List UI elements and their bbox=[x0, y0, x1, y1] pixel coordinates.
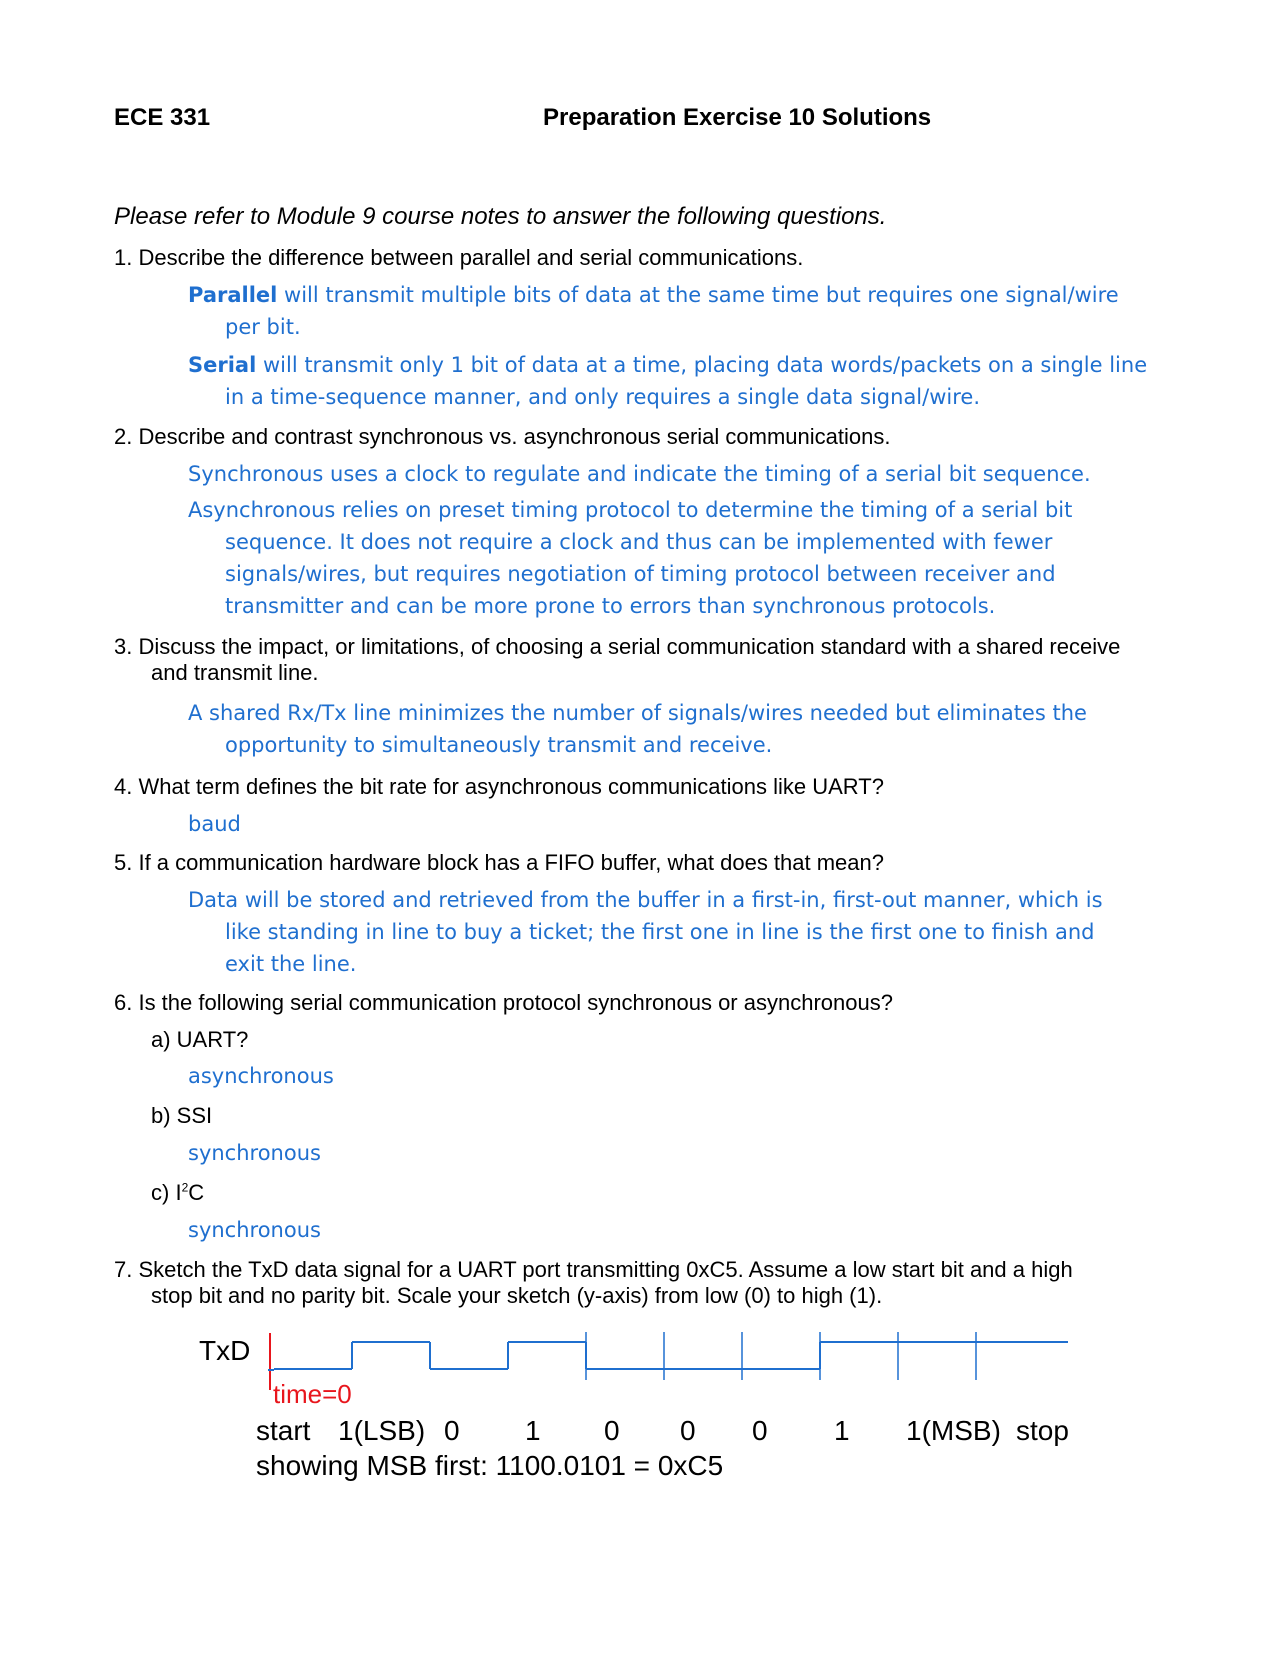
answer-2-asynchronous bbox=[188, 494, 1072, 622]
bit-label: 0 bbox=[752, 1415, 768, 1446]
time-zero-label: time=0 bbox=[273, 1379, 352, 1409]
answer-text: exit the line. bbox=[225, 952, 357, 976]
bit-label: 1(LSB) bbox=[338, 1415, 426, 1446]
question-text: c) I bbox=[151, 1180, 182, 1205]
diagram-caption: showing MSB first: 1100.0101 = 0xC5 bbox=[256, 1450, 724, 1481]
answer-text: transmitter and can be more prone to errors than synchronous protocols. bbox=[225, 594, 996, 618]
answer-text: will transmit multiple bits of data at the same time but requires one signal/wire bbox=[277, 283, 1119, 307]
bit-label: start bbox=[256, 1415, 311, 1446]
answer-6c: synchronous bbox=[188, 1218, 321, 1242]
question-6b: b) SSI bbox=[151, 1103, 213, 1128]
answer-text: Data will be stored and retrieved from the buffer in a first-in, first-out manner, which is bbox=[188, 888, 1103, 912]
answer-text: like standing in line to buy a ticket; the first one in line is the first one to finish and bbox=[225, 920, 1095, 944]
question-7 bbox=[114, 1257, 1073, 1309]
question-1: 1. Describe the difference between parallel and serial communications. bbox=[114, 245, 804, 270]
bit-label: 1 bbox=[525, 1415, 541, 1446]
answer-6b: synchronous bbox=[188, 1141, 321, 1165]
question-2: 2. Describe and contrast synchronous vs. asynchronous serial communications. bbox=[114, 424, 891, 449]
term-serial: Serial bbox=[188, 353, 257, 377]
answer-1-serial bbox=[188, 349, 1147, 413]
question-3 bbox=[114, 634, 1120, 686]
intro-text: Please refer to Module 9 course notes to answer the following questions. bbox=[114, 203, 887, 230]
answer-text: in a time-sequence manner, and only requires a single data signal/wire. bbox=[225, 385, 980, 409]
answer-2-synchronous: Synchronous uses a clock to regulate and indicate the timing of a serial bit sequence. bbox=[188, 462, 1091, 486]
question-text: 3. Discuss the impact, or limitations, of choosing a serial communication standard with a shared receive bbox=[114, 634, 1121, 659]
question-text: 7. Sketch the TxD data signal for a UART port transmitting 0xC5. Assume a low start bit and a high bbox=[114, 1257, 1073, 1282]
question-text: C bbox=[188, 1180, 205, 1205]
page-title: Preparation Exercise 10 Solutions bbox=[543, 104, 932, 131]
answer-6a: asynchronous bbox=[188, 1064, 334, 1088]
question-text: stop bit and no parity bit. Scale your sketch (y-axis) from low (0) to high (1). bbox=[151, 1283, 883, 1308]
answer-text: signals/wires, but requires negotiation of timing protocol between receiver and bbox=[225, 562, 1056, 586]
question-6c bbox=[151, 1180, 204, 1206]
question-6a: a) UART? bbox=[151, 1027, 249, 1052]
answer-text: opportunity to simultaneously transmit and receive. bbox=[225, 733, 773, 757]
answer-text: per bit. bbox=[225, 315, 301, 339]
answer-text: Asynchronous relies on preset timing protocol to determine the timing of a serial bit bbox=[188, 498, 1073, 522]
answer-3 bbox=[188, 697, 1087, 761]
question-6: 6. Is the following serial communication protocol synchronous or asynchronous? bbox=[114, 990, 893, 1015]
bit-label: 0 bbox=[444, 1415, 460, 1446]
bit-label: 0 bbox=[680, 1415, 696, 1446]
bit-label: 1 bbox=[834, 1415, 850, 1446]
question-text: and transmit line. bbox=[151, 660, 319, 685]
bit-label: 1(MSB) bbox=[906, 1415, 1001, 1446]
answer-text: A shared Rx/Tx line minimizes the number of signals/wires needed but eliminates the bbox=[188, 701, 1087, 725]
superscript: 2 bbox=[181, 1180, 189, 1195]
txd-label: TxD bbox=[199, 1335, 251, 1366]
question-5: 5. If a communication hardware block has a FIFO buffer, what does that mean? bbox=[114, 850, 884, 875]
answer-text: sequence. It does not require a clock and thus can be implemented with fewer bbox=[225, 530, 1053, 554]
answer-4: baud bbox=[188, 812, 241, 836]
answer-5 bbox=[188, 884, 1103, 980]
question-4: 4. What term defines the bit rate for asynchronous communications like UART? bbox=[114, 774, 884, 799]
answer-1-parallel bbox=[188, 279, 1119, 343]
bit-label: stop bbox=[1016, 1415, 1069, 1446]
answer-text: will transmit only 1 bit of data at a time, placing data words/packets on a single line bbox=[256, 353, 1148, 377]
term-parallel: Parallel bbox=[188, 283, 278, 307]
course-code: ECE 331 bbox=[114, 104, 211, 131]
bit-label: 0 bbox=[604, 1415, 620, 1446]
